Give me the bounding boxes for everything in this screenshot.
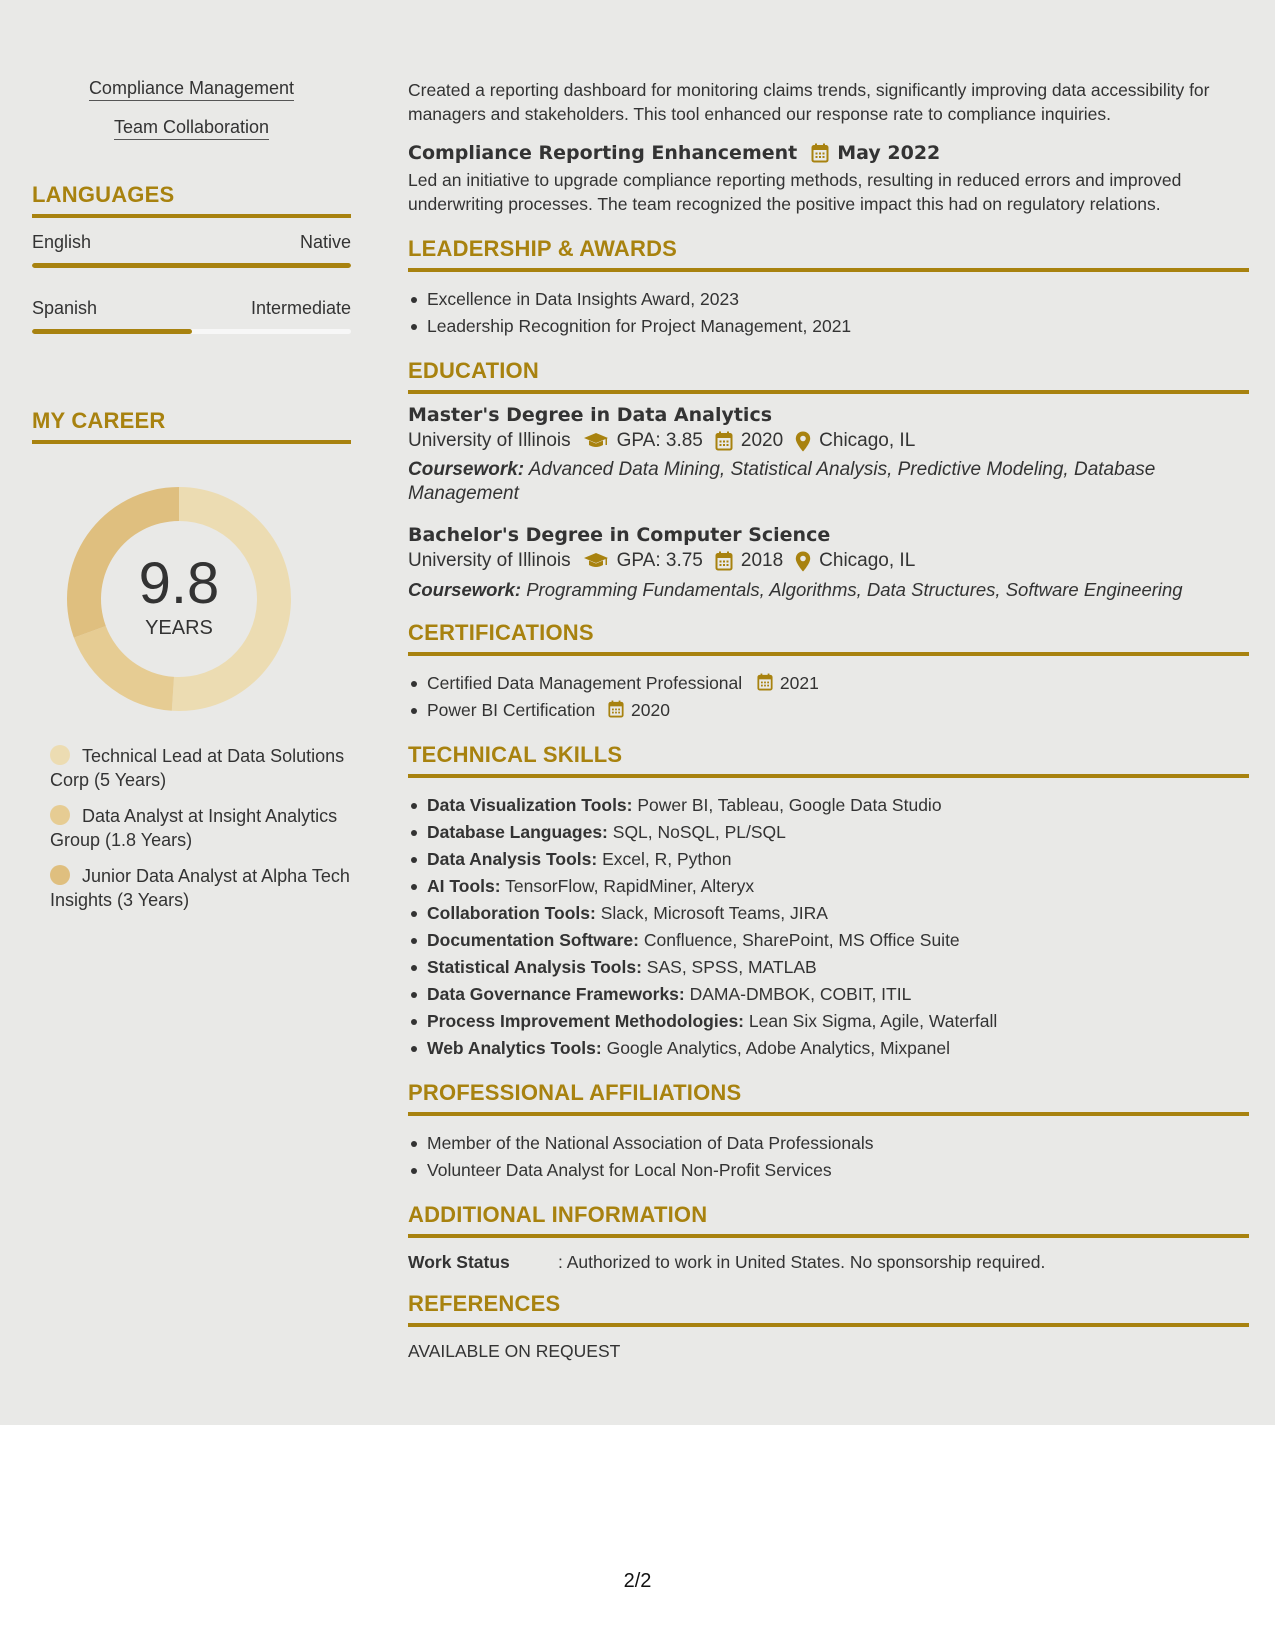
award-item: Excellence in Data Insights Award, 2023 [408,286,1249,313]
affiliations-heading: PROFESSIONAL AFFILIATIONS [408,1080,1249,1116]
right-column [408,78,1249,1362]
technical-skills-list [408,792,1249,1062]
degree-title: Master's Degree in Data Analytics [408,404,773,426]
degree-title: Bachelor's Degree in Computer Science [408,524,831,546]
work-status-label: Work Status [408,1252,510,1272]
legend-dot-icon [50,805,70,825]
graduation-year: 2018 [740,550,784,571]
experience-description: Created a reporting dashboard for monitoring claims trends, significantly improving data accessibility for managers and stakeholders. This tool enhanced our response rate to compliance inquiries. [408,80,1210,124]
calendar-icon [715,431,733,451]
education-heading: EDUCATION [408,358,1249,394]
gpa: GPA: 3.75 [616,550,703,571]
work-status-row [408,1252,1249,1273]
skill-item: Database Languages: SQL, NoSQL, PL/SQL [408,819,1249,846]
skill-item: Data Governance Frameworks: DAMA-DMBOK, COBIT, ITIL [408,981,1249,1008]
career-legend-item: Technical Lead at Data Solutions Corp (5 Years) [50,746,345,790]
education-meta [408,430,1249,452]
skill-item: Web Analytics Tools: Google Analytics, Adobe Analytics, Mixpanel [408,1035,1249,1062]
language-level: Intermediate [250,298,351,318]
education-meta [408,550,1249,572]
language-bar [32,329,351,334]
career-heading: MY CAREER [32,408,351,444]
skill-item: Collaboration Tools: Slack, Microsoft Teams, JIRA [408,900,1249,927]
language-spanish [32,298,351,334]
project-date: May 2022 [837,142,941,164]
project-heading [408,142,1249,164]
certification-item: Power BI Certification 2020 [408,697,1249,724]
technical-skills-heading: TECHNICAL SKILLS [408,742,1249,778]
skill-item: Process Improvement Methodologies: Lean Six Sigma, Agile, Waterfall [408,1008,1249,1035]
location-pin-icon [795,431,811,452]
references-heading: REFERENCES [408,1291,1249,1327]
language-name: English [32,232,92,252]
legend-dot-icon [50,745,70,765]
language-name: Spanish [32,298,98,318]
language-bar-fill [32,329,192,334]
gpa: GPA: 3.85 [616,430,703,451]
left-column [32,78,351,924]
work-status-value: : Authorized to work in United States. No sponsorship required. [558,1252,1046,1272]
graduation-cap-icon [583,432,609,450]
affiliation-item: Member of the National Association of Data Professionals [408,1130,1249,1157]
award-item: Leadership Recognition for Project Management, 2021 [408,313,1249,340]
school-location: Chicago, IL [819,430,916,451]
project-title: Compliance Reporting Enhancement [408,142,798,164]
school-location: Chicago, IL [819,550,916,571]
skill-item: Statistical Analysis Tools: SAS, SPSS, MATLAB [408,954,1249,981]
calendar-icon [715,551,733,571]
education-entry [408,404,1249,506]
calendar-icon [757,673,773,691]
project-description: Led an initiative to upgrade compliance reporting methods, resulting in reduced errors and improved underwriting processes. The team recognized the positive impact this had on regulatory relations. [408,170,1182,214]
school-name: University of Illinois [408,550,571,571]
language-level: Native [299,232,351,252]
legend-dot-icon [50,865,70,885]
career-total-value: 9.8 [138,550,220,616]
affiliation-item: Volunteer Data Analyst for Local Non-Profit Services [408,1157,1249,1184]
certifications-heading: CERTIFICATIONS [408,620,1249,656]
certifications-list [408,670,1249,724]
career-legend-item: Junior Data Analyst at Alpha Tech Insights (3 Years) [50,866,350,910]
skill-item: Data Visualization Tools: Power BI, Tableau, Google Data Studio [408,792,1249,819]
certification-item: Certified Data Management Professional 2021 [408,670,1249,697]
affiliations-list [408,1130,1249,1184]
additional-info-heading: ADDITIONAL INFORMATION [408,1202,1249,1238]
career-legend-item: Data Analyst at Insight Analytics Group (1.8 Years) [50,806,338,850]
skill-item: Data Analysis Tools: Excel, R, Python [408,846,1249,873]
language-bar [32,263,351,268]
education-entry [408,524,1249,602]
languages-heading: LANGUAGES [32,182,351,218]
school-name: University of Illinois [408,430,571,451]
location-pin-icon [795,551,811,572]
references-text: AVAILABLE ON REQUEST [408,1341,621,1361]
career-total-unit: YEARS [145,616,213,639]
calendar-icon [811,143,829,163]
calendar-icon [608,700,624,718]
career-donut-chart [64,484,294,714]
awards-list [408,286,1249,340]
coursework: Coursework: Advanced Data Mining, Statistical Analysis, Predictive Modeling, Database Management [408,459,1156,504]
skill-item: AI Tools: TensorFlow, RapidMiner, Alteryx [408,873,1249,900]
graduation-cap-icon [583,552,609,570]
language-english [32,232,351,268]
graduation-year: 2020 [740,430,784,451]
coursework: Coursework: Programming Fundamentals, Algorithms, Data Structures, Software Engineering [408,579,1183,600]
career-legend [32,744,351,912]
skill-item-compliance: Compliance Management [32,78,351,99]
skill-item-collaboration: Team Collaboration [32,117,351,138]
language-bar-fill [32,263,351,268]
awards-heading: LEADERSHIP & AWARDS [408,236,1249,272]
skill-item: Documentation Software: Confluence, SharePoint, MS Office Suite [408,927,1249,954]
page-number: 2/2 [623,1570,652,1592]
